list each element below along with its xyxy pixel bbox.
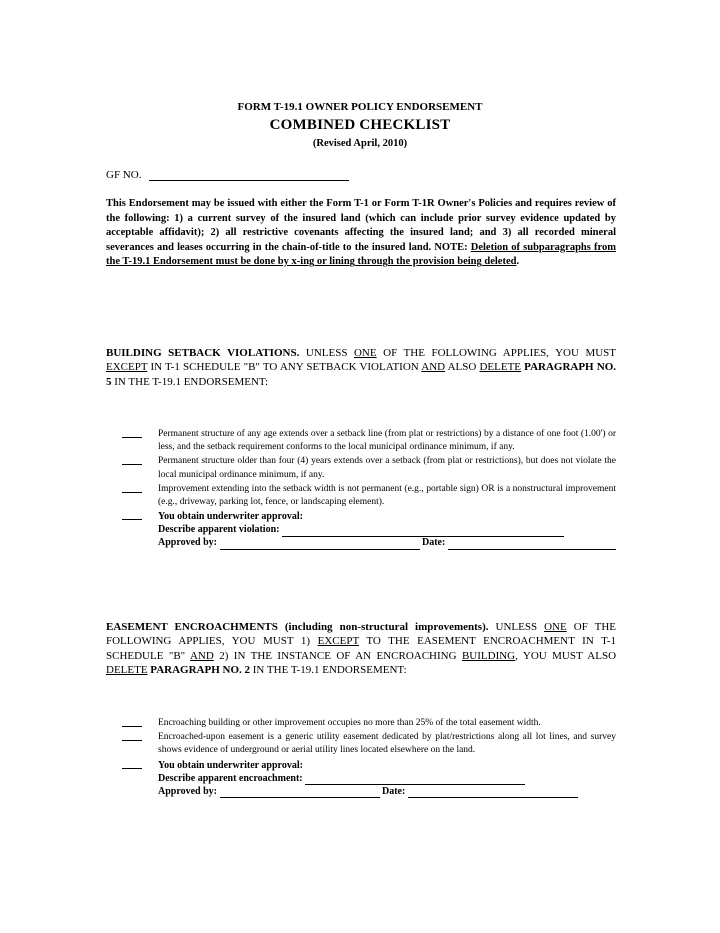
underwriter-approval-item: You obtain underwriter approval: Describe apparent violation: Approved by: Date: [122, 510, 616, 549]
checkbox-blank[interactable] [122, 726, 142, 727]
underwriter-approval-item: You obtain underwriter approval: Describe apparent encroachment: Approved by: Date: [122, 759, 616, 798]
list-item: Encroaching building or other improvement occupies no more than 25% of the total easement width. [122, 717, 616, 730]
checkbox-blank[interactable] [122, 768, 142, 769]
easement-checklist [122, 717, 616, 799]
gf-label: GF NO. [106, 169, 142, 181]
list-item: Permanent structure older than four (4) years extends over a setback (from plat or restrictions), but does not violate the local municipal ordinance minimum, if any. [122, 455, 616, 481]
gf-number-line[interactable] [149, 168, 349, 181]
setback-checklist [122, 428, 616, 550]
date-line[interactable] [408, 786, 578, 798]
intro-paragraph: This Endorsement may be issued with either the Form T-1 or Form T-1R Owner's Policies and requires review of the following: 1) a current survey of the insured land (which can include prior survey evidence updated by acceptable affidavit); 2) all restrictive covenants affecting the insured land; and 3) all recorded mineral severances and leases occurring in the chain-of-title to the insured land. NOTE: Deletion of subparagraphs from the T-19.1 Endorsement must be done by x-ing or lining through the provision being deleted. [106, 198, 616, 268]
list-item: Permanent structure of any age extends over a setback line (from plat or restrictions) by a distance of one foot (1.00') or less, and the setback requirement conforms to the local municipal ordinance minimum, if any. [122, 428, 616, 454]
checkbox-blank[interactable] [122, 437, 142, 438]
easement-section-heading: EASEMENT ENCROACHMENTS (including non-structural improvements). UNLESS ONE OF THE FOLLOWING APPLIES, YOU MUST 1) EXCEPT TO THE EASEMENT ENCROACHMENT IN T-1 SCHEDULE "B" AND 2) IN THE INSTANCE OF AN ENCROACHING BUILDING, YOU MUST ALSO DELETE PARAGRAPH NO. 2 IN THE T-19.1 ENDORSEMENT: [106, 621, 617, 677]
checkbox-blank[interactable] [122, 492, 142, 493]
describe-encroachment-line[interactable] [305, 773, 525, 785]
date-line[interactable] [448, 538, 616, 550]
gf-number-field[interactable] [106, 168, 349, 181]
list-item: Encroached-upon easement is a generic utility easement dedicated by plat/restrictions along all lot lines, and survey shows evidence of underground or aerial utility lines located elsewhere on the land. [122, 731, 616, 757]
setback-section-heading: BUILDING SETBACK VIOLATIONS. UNLESS ONE OF THE FOLLOWING APPLIES, YOU MUST EXCEPT IN T-1 SCHEDULE "B" TO ANY SETBACK VIOLATION AND ALSO DELETE PARAGRAPH NO. 5 IN THE T-19.1 ENDORSEMENT: [106, 347, 617, 388]
checkbox-blank[interactable] [122, 740, 142, 741]
approved-by-line[interactable] [220, 786, 380, 798]
checklist-title: COMBINED CHECKLIST [269, 117, 451, 133]
list-item: Improvement extending into the setback width is not permanent (e.g., portable sign) OR is a nonstructural improvement (e.g., driveway, parking lot, fence, or landscaping element). [122, 483, 616, 509]
approved-by-line[interactable] [220, 538, 420, 550]
checkbox-blank[interactable] [122, 519, 142, 520]
describe-violation-line[interactable] [282, 525, 564, 537]
deletion-note: Deletion of subparagraphs from the T-19.1 Endorsement must be done by x-ing or lining through the provision being deleted [106, 241, 616, 268]
checkbox-blank[interactable] [122, 464, 142, 465]
form-title: FORM T-19.1 OWNER POLICY ENDORSEMENT [237, 101, 483, 113]
revision-date: (Revised April, 2010) [312, 138, 408, 149]
